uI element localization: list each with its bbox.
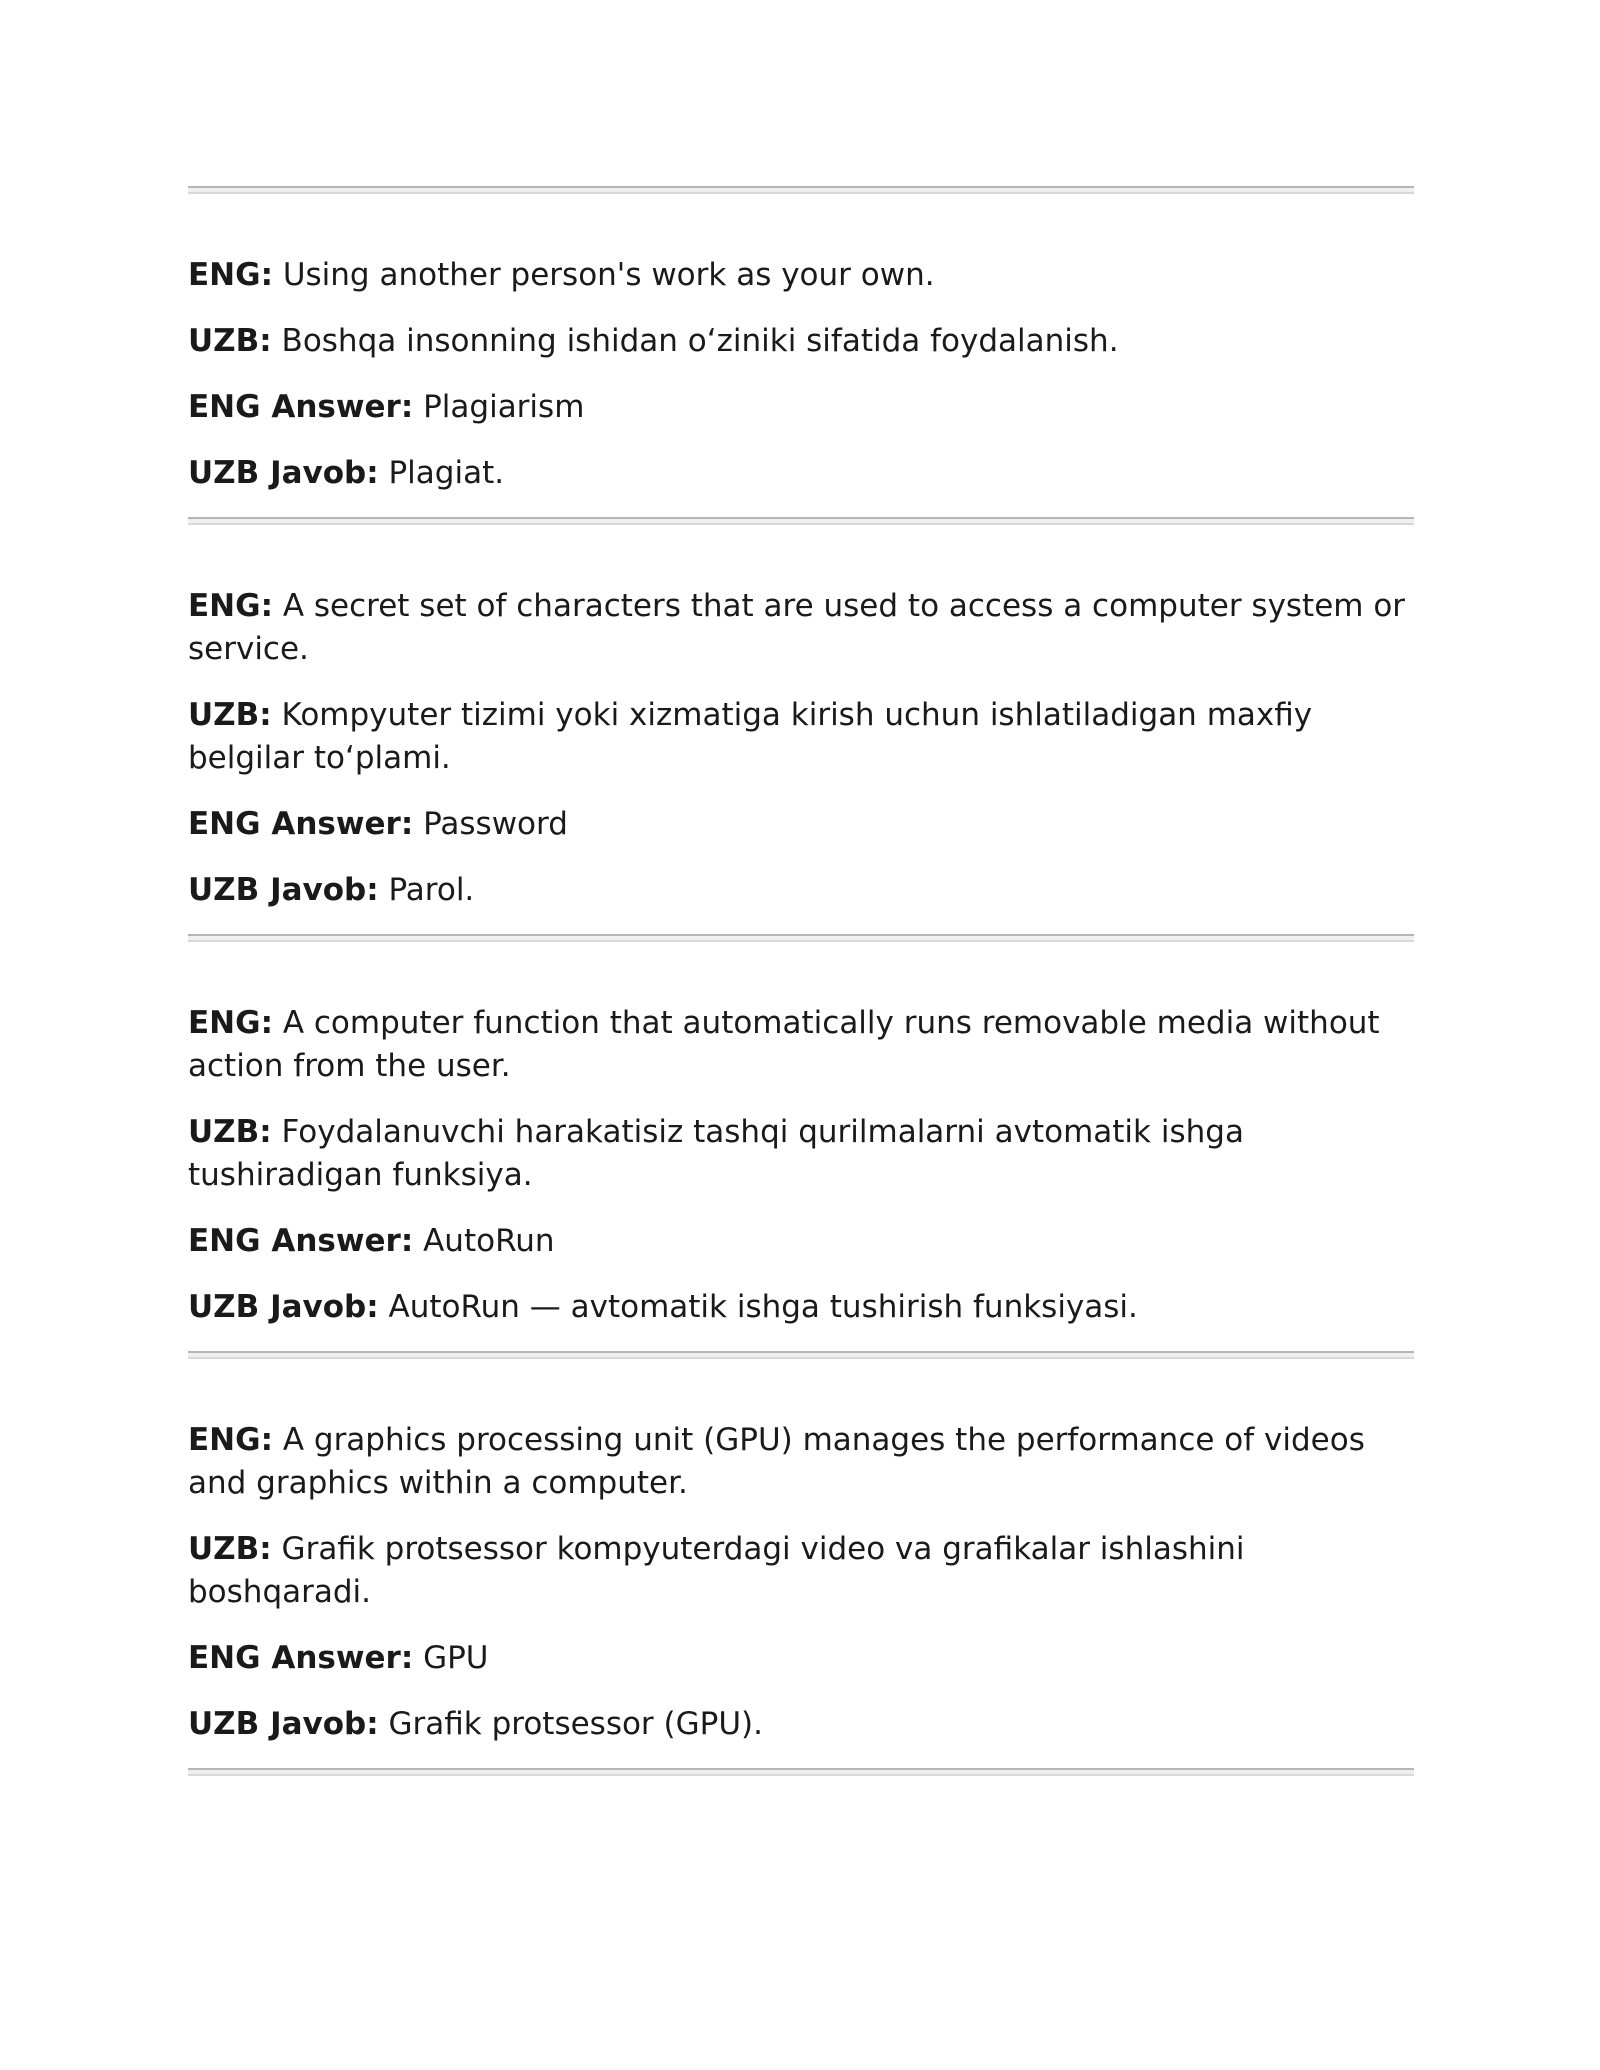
vocab-entry-gpu bbox=[188, 1359, 1414, 1768]
eng-answer-label: ENG Answer: bbox=[188, 806, 414, 842]
uzb-definition bbox=[188, 1111, 1414, 1197]
uzb-answer-text: Plagiat. bbox=[388, 455, 505, 491]
vocab-entry-plagiarism bbox=[188, 194, 1414, 517]
eng-answer-text: Plagiarism bbox=[423, 389, 585, 425]
eng-definition bbox=[188, 585, 1414, 671]
eng-text: A secret set of characters that are used to access a computer system or service. bbox=[188, 588, 1406, 667]
eng-text: A graphics processing unit (GPU) manages the performance of videos and graphics within a computer. bbox=[188, 1422, 1365, 1501]
uzb-answer-text: Grafik protsessor (GPU). bbox=[388, 1706, 763, 1742]
eng-answer bbox=[188, 803, 1414, 846]
uzb-answer-label: UZB Javob: bbox=[188, 872, 379, 908]
eng-definition bbox=[188, 1002, 1414, 1088]
eng-answer bbox=[188, 386, 1414, 429]
horizontal-rule bbox=[188, 1351, 1414, 1359]
uzb-definition bbox=[188, 694, 1414, 780]
eng-label: ENG: bbox=[188, 1422, 273, 1458]
eng-answer bbox=[188, 1220, 1414, 1263]
uzb-text: Boshqa insonning ishidan o‘ziniki sifatida foydalanish. bbox=[281, 323, 1119, 359]
eng-text: A computer function that automatically runs removable media without action from the user. bbox=[188, 1005, 1380, 1084]
vocab-entry-password bbox=[188, 525, 1414, 934]
uzb-definition bbox=[188, 1528, 1414, 1614]
uzb-text: Kompyuter tizimi yoki xizmatiga kirish uchun ishlatiladigan maxfiy belgilar to‘plami. bbox=[188, 697, 1313, 776]
eng-answer-label: ENG Answer: bbox=[188, 1640, 414, 1676]
eng-label: ENG: bbox=[188, 257, 273, 293]
uzb-answer-label: UZB Javob: bbox=[188, 1706, 379, 1742]
eng-definition bbox=[188, 1419, 1414, 1505]
uzb-definition bbox=[188, 320, 1414, 363]
vocab-entry-autorun bbox=[188, 942, 1414, 1351]
eng-answer-text: AutoRun bbox=[423, 1223, 555, 1259]
eng-answer-label: ENG Answer: bbox=[188, 389, 414, 425]
uzb-label: UZB: bbox=[188, 1114, 272, 1150]
uzb-answer-text: Parol. bbox=[388, 872, 475, 908]
uzb-answer bbox=[188, 452, 1414, 495]
horizontal-rule bbox=[188, 517, 1414, 525]
eng-answer-text: Password bbox=[423, 806, 568, 842]
horizontal-rule bbox=[188, 1768, 1414, 1776]
uzb-answer bbox=[188, 869, 1414, 912]
uzb-text: Foydalanuvchi harakatisiz tashqi qurilmalarni avtomatik ishga tushiradigan funksiya. bbox=[188, 1114, 1244, 1193]
eng-answer-label: ENG Answer: bbox=[188, 1223, 414, 1259]
uzb-label: UZB: bbox=[188, 323, 272, 359]
eng-answer bbox=[188, 1637, 1414, 1680]
eng-definition bbox=[188, 254, 1414, 297]
eng-text: Using another person's work as your own. bbox=[282, 257, 935, 293]
uzb-answer-label: UZB Javob: bbox=[188, 1289, 379, 1325]
uzb-answer-text: AutoRun — avtomatik ishga tushirish funksiyasi. bbox=[388, 1289, 1138, 1325]
horizontal-rule bbox=[188, 186, 1414, 194]
uzb-label: UZB: bbox=[188, 1531, 272, 1567]
eng-answer-text: GPU bbox=[423, 1640, 489, 1676]
uzb-answer-label: UZB Javob: bbox=[188, 455, 379, 491]
uzb-answer bbox=[188, 1286, 1414, 1329]
eng-label: ENG: bbox=[188, 1005, 273, 1041]
uzb-answer bbox=[188, 1703, 1414, 1746]
uzb-text: Grafik protsessor kompyuterdagi video va grafikalar ishlashini boshqaradi. bbox=[188, 1531, 1245, 1610]
uzb-label: UZB: bbox=[188, 697, 272, 733]
document-content bbox=[188, 186, 1414, 1776]
horizontal-rule bbox=[188, 934, 1414, 942]
eng-label: ENG: bbox=[188, 588, 273, 624]
